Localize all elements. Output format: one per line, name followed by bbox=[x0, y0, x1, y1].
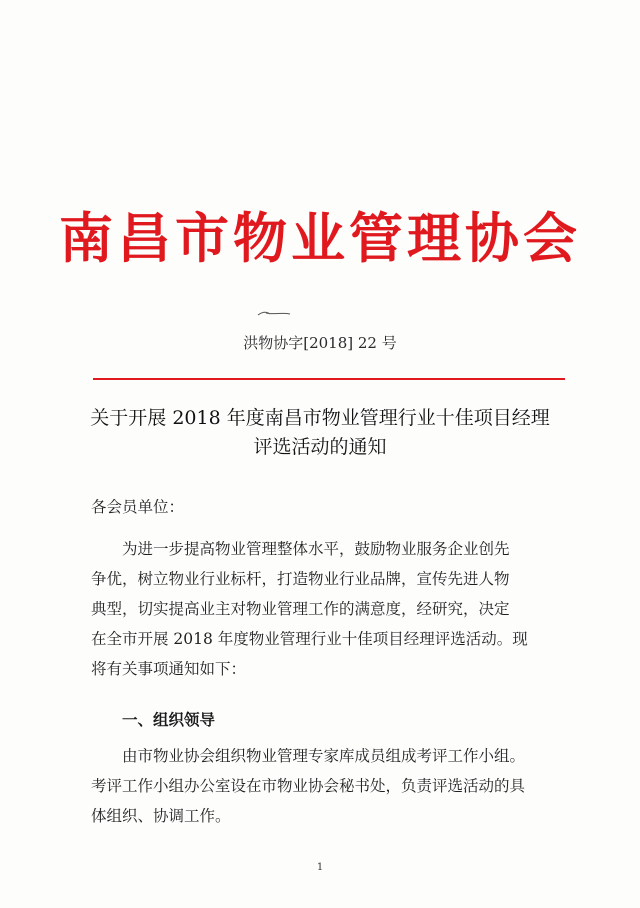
title-line-2: 评选活动的通知 bbox=[253, 436, 387, 458]
intro-paragraph bbox=[91, 534, 581, 684]
paragraph-line: 典型，切实提高业主对物业管理工作的满意度，经研究，决定 bbox=[91, 600, 510, 618]
paragraph-line: 由市物业协会组织物业管理专家库成员组成考评工作小组。 bbox=[91, 747, 526, 765]
paragraph-line: 争优，树立物业行业标杆，打造物业行业品牌，宣传先进人物 bbox=[91, 570, 510, 588]
document-title bbox=[0, 404, 640, 462]
section-paragraph bbox=[91, 741, 581, 831]
title-line-1: 关于开展 2018 年度南昌市物业管理行业十佳项目经理 bbox=[90, 407, 550, 429]
section-heading: 一、组织领导 bbox=[122, 711, 216, 729]
org-name-header: 南昌市物业管理协会 bbox=[59, 206, 581, 270]
page-number: 1 bbox=[316, 862, 324, 873]
paragraph-line: 在全市开展 2018 年度物业管理行业十佳项目经理评选活动。现 bbox=[91, 630, 528, 648]
handwritten-mark bbox=[256, 309, 292, 323]
header-divider bbox=[93, 378, 565, 380]
paragraph-line: 体组织、协调工作。 bbox=[91, 807, 231, 825]
salutation: 各会员单位： bbox=[91, 498, 185, 516]
document-number: 洪物协字[2018] 22 号 bbox=[243, 334, 397, 352]
paragraph-line: 为进一步提高物业管理整体水平，鼓励物业服务企业创先 bbox=[91, 540, 510, 558]
paragraph-line: 考评工作小组办公室设在市物业协会秘书处，负责评选活动的具 bbox=[91, 777, 526, 795]
paragraph-line: 将有关事项通知如下： bbox=[91, 660, 247, 678]
